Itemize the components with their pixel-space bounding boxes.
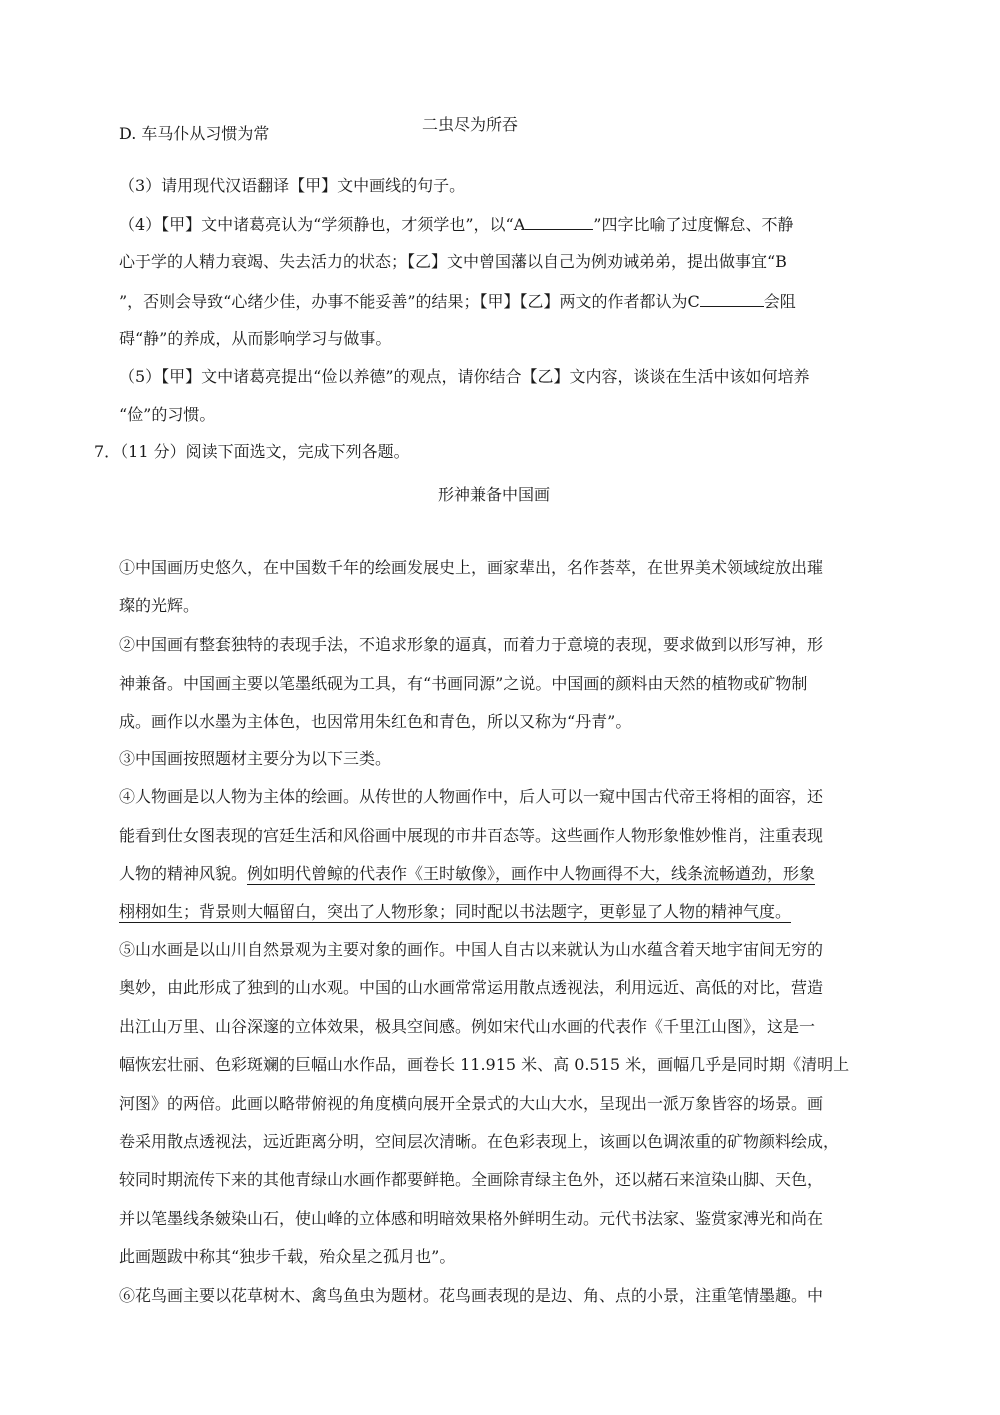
question-3: （3）请用现代汉语翻译【甲】文中画线的句子。: [119, 176, 466, 195]
paragraph-4-line-3: [119, 866, 815, 882]
paragraph-5-line-7: 较同时期流传下来的其他青绿山水画作都要鲜艳。全画除青绿主色外，还以赭石来渲染山脚、天色，: [119, 1170, 824, 1189]
paragraph-4-text: 人物的精神风貌。: [119, 864, 248, 883]
paragraph-5-line-6: 卷采用散点透视法，远近距离分明，空间层次清晰。在色彩表现上，该画以色调浓重的矿物颜料绘成，: [119, 1132, 840, 1151]
question-4-line-1: [119, 215, 793, 233]
paragraph-1-line-1: ①中国画历史悠久，在中国数千年的绘画发展史上，画家辈出，名作荟萃，在世界美术领域绽放出璀: [119, 558, 824, 577]
paragraph-2-line-3: 成。画作以水墨为主体色，也因常用朱红色和青色，所以又称为“丹青”。: [119, 712, 632, 731]
paragraph-4-line-4: [119, 904, 791, 920]
question-4-text-c: ”，否则会导致“心绪少佳，办事不能妥善”的结果；【甲】【乙】两文的作者都认为C: [119, 292, 700, 311]
paragraph-5-line-3: 出江山万里、山谷深邃的立体效果，极具空间感。例如宋代山水画的代表作《千里江山图》，这是一: [119, 1017, 816, 1036]
paragraph-2-line-2: 神兼备。中国画主要以笔墨纸砚为工具，有“书画同源”之说。中国画的颜料由天然的植物或矿物制: [119, 674, 808, 693]
answer-blank-c: [700, 292, 764, 307]
question-4-text-a: （4）【甲】文中诸葛亮认为“学须静也，才须学也”，以“A: [119, 215, 526, 234]
answer-blank-a: [525, 215, 593, 230]
question-4-line-4: 碍“静”的养成，从而影响学习与做事。: [119, 329, 392, 348]
paragraph-5-line-4: 幅恢宏壮丽、色彩斑斓的巨幅山水作品，画卷长 11.915 米、高 0.515 米，画幅几乎是同时期《清明上: [119, 1055, 850, 1074]
question-4-line-2: 心于学的人精力衰竭、失去活力的状态；【乙】文中曾国藩以自己为例劝诫弟弟，提出做事宜“B: [119, 252, 787, 271]
option-d: D. 车马仆从习惯为常: [119, 124, 270, 143]
paragraph-5-line-8: 并以笔墨线条皴染山石，使山峰的立体感和明暗效果格外鲜明生动。元代书法家、鉴赏家溥光和尚在: [119, 1209, 824, 1228]
paragraph-5-line-9: 此画题跋中称其“独步千载，殆众星之孤月也”。: [119, 1247, 456, 1266]
paragraph-3: ③中国画按照题材主要分为以下三类。: [119, 749, 392, 768]
question-7-header: 7．（11 分）阅读下面选文，完成下列各题。: [94, 442, 410, 461]
paragraph-5-line-1: ⑤山水画是以山川自然景观为主要对象的画作。中国人自古以来就认为山水蕴含着天地宇宙间无穷的: [119, 940, 824, 959]
question-4-line-3: [119, 292, 796, 310]
paragraph-4-line-1: ④人物画是以人物为主体的绘画。从传世的人物画作中，后人可以一窥中国古代帝王将相的面容，还: [119, 787, 824, 806]
underlined-sentence-part-2: 栩栩如生；背景则大幅留白，突出了人物形象；同时配以书法题字，更彰显了人物的精神气度。: [119, 902, 792, 921]
question-5-line-1: （5）【甲】文中诸葛亮提出“俭以养德”的观点，请你结合【乙】文内容，谈谈在生活中该如何培养: [119, 367, 810, 386]
paragraph-1-line-2: 璨的光辉。: [119, 596, 200, 615]
paragraph-6-line-1: ⑥花鸟画主要以花草树木、禽鸟鱼虫为题材。花鸟画表现的是边、角、点的小景，注重笔情墨趣。中: [119, 1286, 824, 1305]
underlined-sentence-part-1: 例如明代曾鲸的代表作《王时敏像》，画作中人物画得不大，线条流畅遒劲，形象: [247, 864, 816, 883]
paragraph-4-line-2: 能看到仕女图表现的宫廷生活和风俗画中展现的市井百态等。这些画作人物形象惟妙惟肖，注重表现: [119, 826, 824, 845]
question-5-line-2: “俭”的习惯。: [119, 405, 216, 424]
paragraph-5-line-2: 奥妙，由此形成了独到的山水观。中国的山水画常常运用散点透视法，利用远近、高低的对比，营造: [119, 978, 824, 997]
passage-title: 形神兼备中国画: [438, 485, 551, 504]
question-4-text-b: ”四字比喻了过度懈怠、不静: [593, 215, 794, 234]
question-4-text-d: 会阻: [763, 292, 796, 311]
option-right-text: 二虫尽为所吞: [422, 115, 519, 134]
paragraph-2-line-1: ②中国画有整套独特的表现手法，不追求形象的逼真，而着力于意境的表现，要求做到以形写神，形: [119, 635, 824, 654]
paragraph-5-line-5: 河图》的两倍。此画以略带俯视的角度横向展开全景式的大山大水，呈现出一派万象皆容的场景。画: [119, 1094, 824, 1113]
